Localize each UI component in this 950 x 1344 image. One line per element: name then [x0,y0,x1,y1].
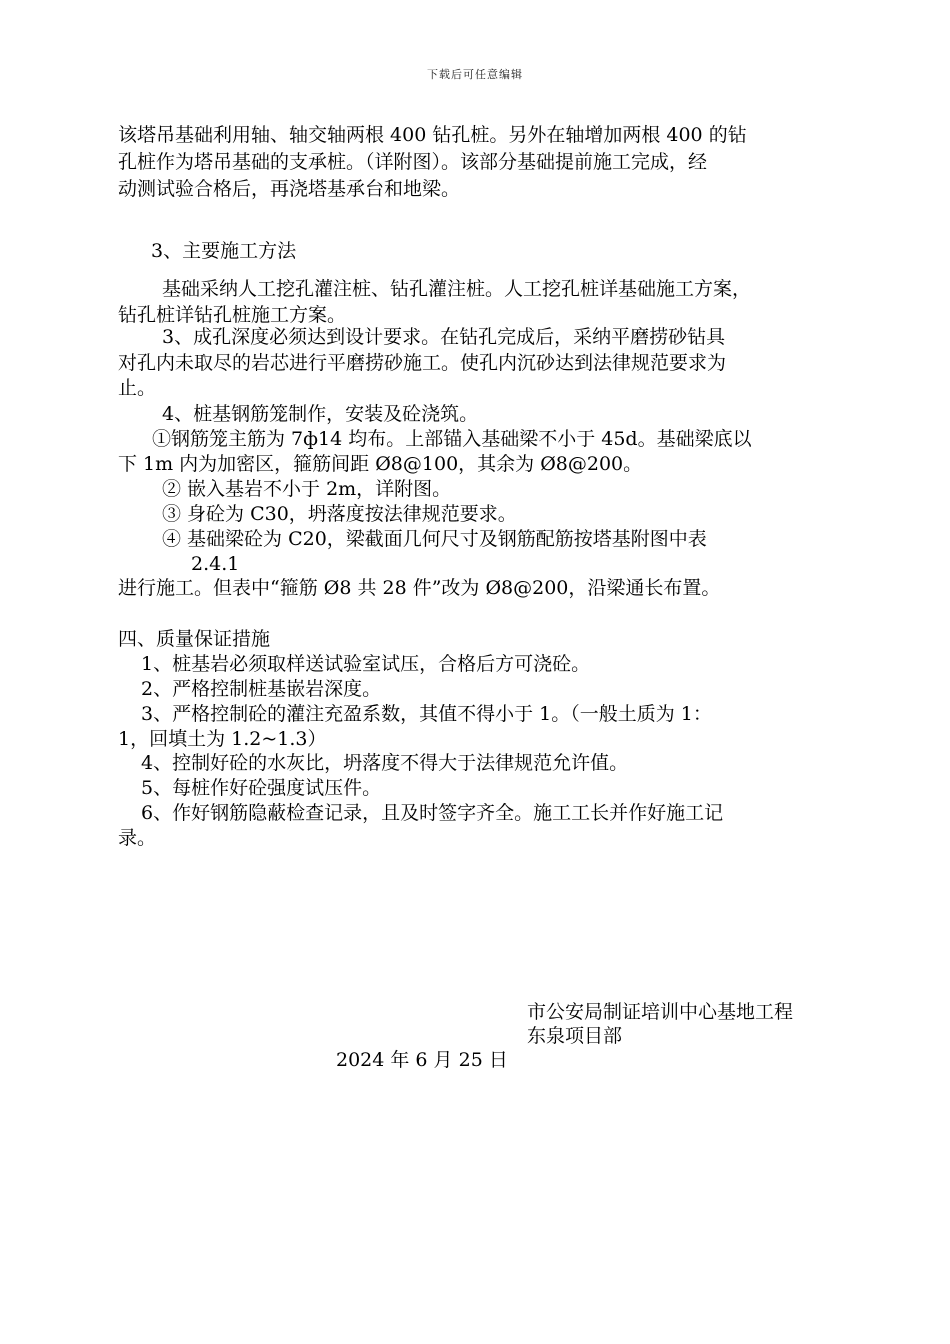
section3-line-8: 下 1m 内为加密区，箍筋间距 Ø8@100，其余为 Ø8@200。 [118,453,643,475]
signature-org-line-1: 市公安局制证培训中心基地工程 [527,1001,794,1023]
section4-line-7: 6、作好钢筋隐蔽检查记录，且及时签字齐全。施工工长并作好施工记 [141,802,724,824]
section3-line-13: 进行施工。但表中“箍筋 Ø8 共 28 件”改为 Ø8@200，沿梁通长布置。 [118,577,721,599]
section3-line-3: 3、成孔深度必须达到设计要求。在钻孔完成后，采纳平磨捞砂钻具 [162,326,726,348]
signature-org-line-2: 东泉项目部 [527,1025,623,1047]
section4-line-2: 2、严格控制桩基嵌岩深度。 [141,678,382,700]
section4-line-6: 5、每桩作好砼强度试压件。 [141,777,382,799]
section3-line-2: 钻孔桩详钻孔桩施工方案。 [118,304,347,326]
section4-line-4: 1，回填土为 1.2~1.3） [118,728,327,750]
header-note: 下载后可任意编辑 [427,68,523,81]
section4-line-3: 3、严格控制砼的灌注充盈系数，其值不得小于 1。（一般土质为 1： [141,703,712,725]
intro-line-1: 该塔吊基础利用轴、轴交轴两根 400 钻孔桩。另外在轴增加两根 400 的钻 [118,124,747,146]
intro-line-3: 动测试验合格后，再浇塔基承台和地梁。 [118,178,461,200]
section4-line-5: 4、控制好砼的水灰比，坍落度不得大于法律规范允许值。 [141,752,629,774]
intro-line-2: 孔桩作为塔吊基础的支承桩。（详附图）。该部分基础提前施工完成，经 [118,151,708,173]
section3-line-9: ② 嵌入基岩不小于 2m，详附图。 [162,478,452,500]
section3-line-12: 2.4.1 [191,553,240,575]
section4-heading: 四、质量保证措施 [118,628,271,650]
section3-line-4: 对孔内未取尽的岩芯进行平磨捞砂施工。使孔内沉砂达到法律规范要求为 [118,352,727,374]
section3-line-10: ③ 身砼为 C30，坍落度按法律规范要求。 [162,503,517,525]
signature-date: 2024 年 6 月 25 日 [336,1049,508,1071]
section3-heading: 3、主要施工方法 [151,240,297,262]
section4-line-1: 1、桩基岩必须取样送试验室试压，合格后方可浇砼。 [141,653,591,675]
section4-line-8: 录。 [118,827,157,849]
section3-line-7: ①钢筋笼主筋为 7ф14 均布。上部锚入基础梁不小于 45d。基础梁底以 [152,428,752,450]
section3-line-1: 基础采纳人工挖孔灌注桩、钻孔灌注桩。人工挖孔桩详基础施工方案， [162,278,752,300]
section3-line-11: ④ 基础梁砼为 C20，梁截面几何尺寸及钢筋配筋按塔基附图中表 [162,528,707,550]
section3-line-6: 4、桩基钢筋笼制作，安装及砼浇筑。 [162,403,479,425]
section3-line-5: 止。 [118,377,157,399]
